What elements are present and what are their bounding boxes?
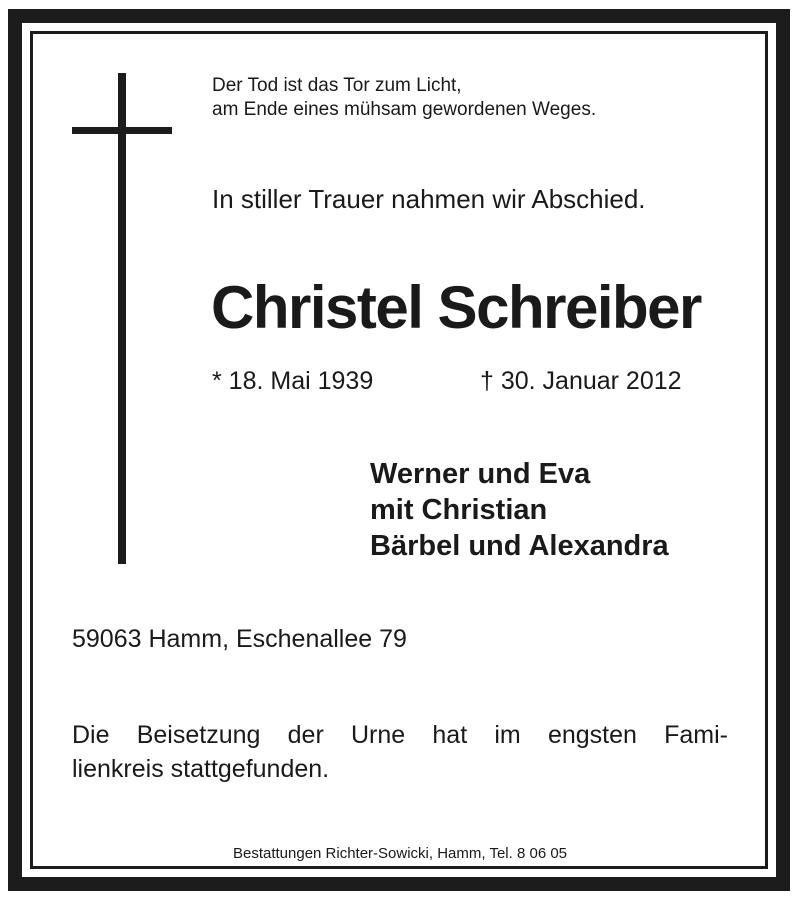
motto [212, 74, 596, 122]
undertaker-info: Bestattungen Richter-Sowicki, Hamm, Tel. 8 06 05 [232, 845, 568, 862]
burial-notice-line-2: lienkreis stattgefunden. [72, 755, 330, 783]
mourner-line: Bärbel und Alexandra [370, 530, 669, 562]
cross-horizontal-bar [72, 127, 172, 134]
address: 59063 Hamm, Eschenallee 79 [72, 625, 407, 653]
mourner-line: mit Christian [370, 494, 548, 526]
birth-date: * 18. Mai 1939 [212, 367, 374, 395]
burial-notice-line-1: Die Beisetzung der Urne hat im engsten Fami- [72, 721, 728, 749]
mourners-list [370, 456, 669, 564]
motto-line-1: Der Tod ist das Tor zum Licht, [212, 75, 462, 96]
deceased-name: Christel Schreiber [211, 274, 701, 341]
motto-line-2: am Ende eines mühsam gewordenen Weges. [212, 99, 597, 120]
burial-notice [72, 718, 728, 786]
cross-vertical-bar [118, 73, 126, 564]
death-date: † 30. Januar 2012 [480, 367, 682, 395]
farewell-text: In stiller Trauer nahmen wir Abschied. [212, 184, 646, 214]
mourner-line: Werner und Eva [370, 458, 591, 490]
